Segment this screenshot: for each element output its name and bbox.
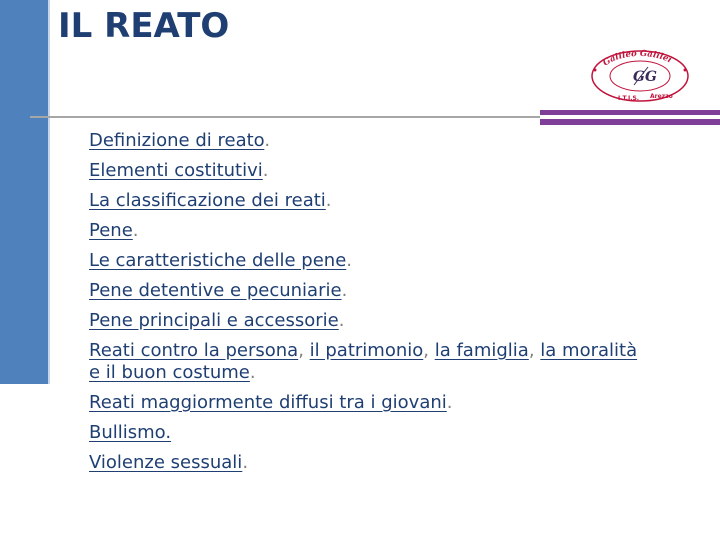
logo-bottom-right-text: Arezzo xyxy=(650,93,673,100)
topic-link[interactable]: la famiglia xyxy=(434,340,529,361)
topic-item xyxy=(89,160,649,182)
topic-link[interactable]: Violenze sessuali xyxy=(89,452,243,473)
topic-punctuation: . xyxy=(249,362,256,383)
topic-punctuation: . xyxy=(338,310,345,331)
topic-link[interactable]: Reati maggiormente diffusi tra i giovani xyxy=(89,392,447,413)
topic-link[interactable]: La classificazione dei reati xyxy=(89,190,326,211)
topic-link[interactable]: Definizione di reato xyxy=(89,130,265,151)
topic-punctuation: . xyxy=(242,452,249,473)
topic-punctuation: . xyxy=(264,130,271,151)
logo-monogram: GG xyxy=(633,69,657,85)
topic-punctuation: . xyxy=(132,220,139,241)
logo-star-left xyxy=(594,69,597,72)
topic-item xyxy=(89,190,649,212)
topic-item xyxy=(89,452,649,474)
topic-link[interactable]: Pene detentive e pecuniarie xyxy=(89,280,342,301)
topic-punctuation: . xyxy=(346,250,353,271)
title-divider xyxy=(30,116,540,118)
side-accent-bar xyxy=(0,0,48,384)
topic-link[interactable]: Bullismo. xyxy=(89,422,172,443)
topic-link[interactable]: la moralità e il buon costume xyxy=(89,340,638,383)
topic-link[interactable]: Elementi costitutivi xyxy=(89,160,263,181)
topic-punctuation: . xyxy=(341,280,348,301)
topic-item xyxy=(89,130,649,152)
slide-title: IL REATO xyxy=(58,6,230,46)
school-logo xyxy=(590,48,690,104)
title-divider-accent-bottom xyxy=(540,119,720,125)
logo-top-text: Galileo Galilei xyxy=(601,48,674,69)
topic-punctuation: , xyxy=(298,340,310,361)
title-divider-accent-top xyxy=(540,110,720,115)
topic-link[interactable]: il patrimonio xyxy=(309,340,424,361)
topic-punctuation: . xyxy=(325,190,332,211)
topic-item xyxy=(89,340,649,384)
logo-bottom-left-text: I.T.I.S. xyxy=(618,95,640,102)
topic-punctuation: , xyxy=(528,340,541,361)
topic-item xyxy=(89,250,649,272)
topic-punctuation: , xyxy=(423,340,435,361)
topic-item xyxy=(89,310,649,332)
topic-link[interactable]: Pene principali e accessorie xyxy=(89,310,339,331)
topic-item xyxy=(89,280,649,302)
topic-item xyxy=(89,392,649,414)
logo-star-right xyxy=(684,69,687,72)
topic-link[interactable]: Pene xyxy=(89,220,133,241)
topic-item xyxy=(89,422,649,444)
topic-link[interactable]: Reati contro la persona xyxy=(89,340,299,361)
topic-punctuation: . xyxy=(446,392,453,413)
topic-punctuation: . xyxy=(262,160,269,181)
topic-link[interactable]: Le caratteristiche delle pene xyxy=(89,250,347,271)
side-accent-stripe xyxy=(48,0,50,384)
topic-list xyxy=(89,130,649,482)
topic-item xyxy=(89,220,649,242)
